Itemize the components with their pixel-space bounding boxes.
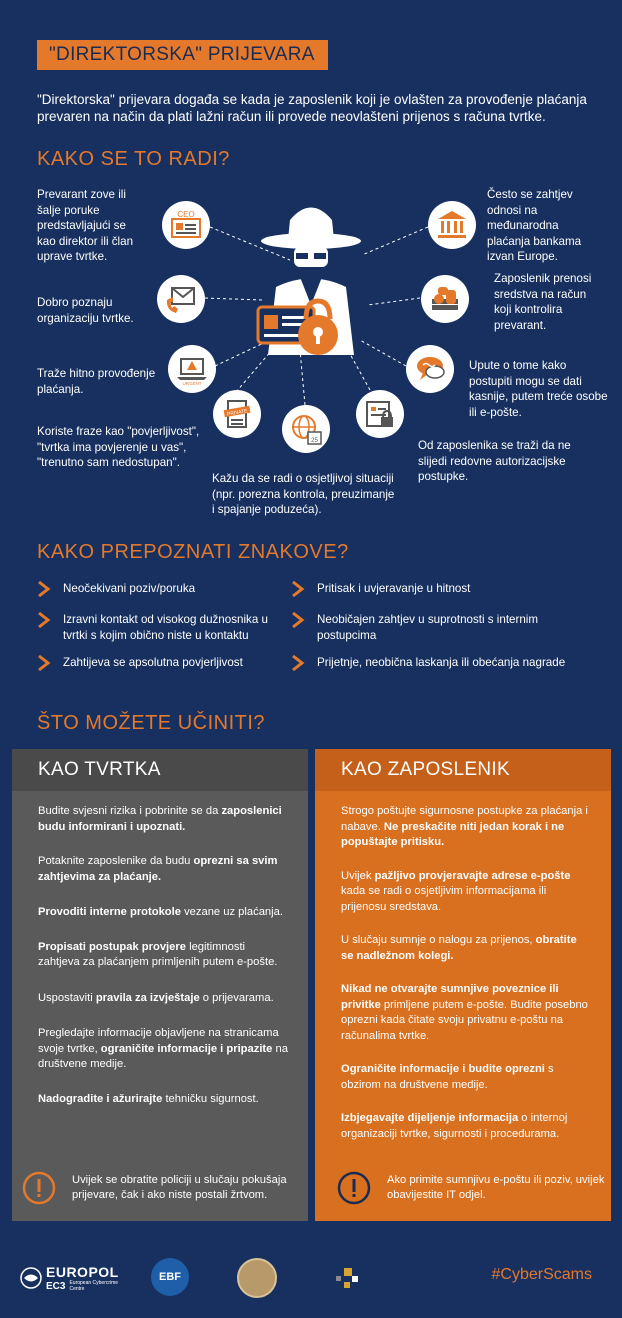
urgent-laptop-icon (168, 345, 216, 393)
advice-item (38, 854, 288, 885)
what-heading: ŠTO MOŽETE UČINITI? (37, 712, 266, 734)
chevron-right-icon (37, 655, 51, 671)
advice-text: Uspostaviti (38, 991, 96, 1004)
sign-right-2 (291, 612, 581, 643)
advice-text-bold: Nikad ne otvarajte sumnjive poveznice ili privitke (341, 983, 559, 1011)
employee-title: KAO ZAPOSLENIK (315, 749, 611, 791)
how-item-7: Upute o tome kako postupiti mogu se dati kasnije, putem treće osobe ili e-pošte. (469, 359, 608, 419)
money-stack-icon (421, 275, 469, 323)
europol-logo (20, 1264, 119, 1292)
hacker-spy-icon (250, 195, 372, 355)
advice-text-bold: Izbjegavajte dijeljenje informacija (341, 1112, 519, 1124)
partner-logo (310, 1256, 385, 1296)
how-item-2: Dobro poznaju organizaciju tvrtke. (37, 296, 134, 325)
advice-text: o internoj organizaciji tvrtke, sigurnosti i procedurama. (341, 1112, 568, 1140)
ceo-icon (162, 201, 210, 249)
advice-text: Pregledajte informacije objavljene na stranicama svoje tvrtke, (38, 1027, 279, 1055)
europol-text: EUROPOL (46, 1264, 119, 1280)
advice-item (38, 940, 288, 971)
phone-letter-icon (157, 275, 205, 323)
advice-text: o prijevarama. (199, 991, 274, 1004)
advice-text-bold: ograničite informacije i pripazite (100, 1042, 273, 1055)
advice-text: tehničku sigurnost. (162, 1092, 259, 1105)
signs-heading: KAKO PREPOZNATI ZNAKOVE? (37, 541, 349, 563)
europol-emblem-icon (20, 1267, 42, 1289)
alert-icon (337, 1171, 371, 1205)
advice-text: primljene putem e-pošte. Budite posebno oprezni kada čitate svoju privatnu e-poštu na računalima tvrtke. (341, 998, 588, 1042)
how-item-1: Prevarant zove ili šalje poruke predstavljajući se kao direktor ili član uprave tvrtke. (37, 188, 134, 263)
how-item-6: Od zaposlenika se traži da ne slijedi redovne autorizacijske postupke. (418, 439, 571, 483)
employee-list (315, 791, 611, 1142)
chevron-right-icon (291, 612, 305, 628)
ec3-text: EC3 (46, 1280, 66, 1292)
advice-text-bold: pravila za izvještaje (95, 991, 200, 1004)
sign-text: Zahtijeva se apsolutna povjerljivost (63, 656, 243, 669)
sign-left-2 (37, 612, 277, 643)
advice-item (341, 804, 591, 851)
advice-item (341, 869, 591, 916)
sign-text: Izravni kontakt od visokog dužnosnika u tvrtki s kojim obično niste u kontaktu (63, 613, 268, 642)
page-title: "DIREKTORSKA" PRIJEVARA (37, 40, 328, 70)
how-item-9: Često se zahtjev odnosi na međunarodna plaćanja bankama izvan Europe. (487, 188, 582, 263)
sign-right-1 (291, 581, 581, 597)
advice-text: na društvene medije. (38, 1042, 288, 1070)
advice-text-bold: Propisati postupak provjere (38, 940, 186, 953)
urgent-label: URGENT (182, 381, 202, 386)
advice-text: U slučaju sumnje o nalogu za prijenos, (341, 934, 536, 946)
advice-text: vezane uz plaćanja. (180, 906, 283, 918)
advice-item (341, 1062, 591, 1093)
private-label: PRIVATE (226, 408, 249, 418)
sign-text: Neočekivani poziv/poruka (63, 582, 196, 595)
advice-text-bold: oprezni sa svim zahtjevima za plaćanje. (38, 855, 278, 883)
private-document-icon (213, 390, 261, 438)
employee-column (315, 749, 611, 1221)
advice-item (341, 1111, 591, 1142)
advice-item (38, 991, 288, 1007)
company-alert (22, 1171, 292, 1205)
advice-item (38, 804, 288, 835)
ceo-label: CEO (177, 210, 195, 219)
how-item-4: Koriste fraze kao "povjerljivost", "tvrtka ima povjerenje u vas", "trenutno sam nedostupan". (37, 425, 200, 469)
sign-left-1 (37, 581, 277, 597)
chevron-right-icon (37, 612, 51, 628)
advice-text-bold: Nadogradite i ažurirajte (38, 1092, 163, 1105)
advice-text-bold: Ograničite informacije i budite oprezni (341, 1063, 545, 1075)
sign-text: Prijetnje, neobična laskanja ili obećanja nagrade (317, 656, 566, 669)
sign-text: Pritisak i uvjeravanje u hitnost (317, 582, 471, 595)
advice-text: kada se radi o osjetljivim informacijama ili prijenosu sredstava. (341, 885, 547, 913)
company-title: KAO TVRTKA (12, 749, 308, 791)
company-list (12, 791, 308, 1107)
alert-icon (22, 1171, 56, 1205)
advice-text-bold: obratite se nadležnom kolegi. (341, 934, 577, 962)
ebf-logo: EBF (151, 1258, 189, 1296)
chevron-right-icon (37, 581, 51, 597)
sign-left-3 (37, 655, 277, 671)
chevron-right-icon (291, 581, 305, 597)
how-item-3: Traže hitno provođenje plaćanja. (37, 367, 156, 396)
advice-item (341, 933, 591, 964)
chevron-right-icon (291, 655, 305, 671)
advice-item (38, 1092, 288, 1108)
advice-text: Budite svjesni rizika i pobrinite se da (38, 805, 222, 817)
employee-alert-text: Ako primite sumnjivu e-poštu ili poziv, uvijek obavijestite IT odjel. (387, 1174, 605, 1201)
advice-text: s obzirom na društvene medije. (341, 1063, 554, 1091)
advice-text-bold: pažljivo provjeravajte adrese e-pošte (374, 869, 571, 882)
advice-text: Uvijek (341, 869, 375, 882)
locked-document-icon (356, 390, 404, 438)
advice-item (341, 982, 591, 1044)
intro-text: "Direktorska" prijevara događa se kada je zaposlenik koji je ovlašten za provođenje plaćanja prevaren na način da plati lažni račun ili provede neovlašteni prijenos s računa tvrtke. (37, 92, 587, 124)
bank-icon (428, 201, 476, 249)
advice-text-bold: zaposlenici budu informirani i upoznati. (38, 805, 282, 833)
advice-item (38, 1026, 288, 1073)
how-heading: KAKO SE TO RADI? (37, 148, 230, 170)
ec3-subtitle: European Cybercrime Centre (69, 1280, 119, 1292)
employee-alert (337, 1171, 607, 1205)
globe-calendar-icon (282, 405, 330, 453)
company-alert-text: Uvijek se obratite policiji u slučaju pokušaja prijevare, čak i ako niste postali žrtvom. (72, 1174, 287, 1201)
advice-text-bold: Ne preskačite niti jedan korak i ne popuštajte pritisku. (341, 820, 565, 848)
partner-mosaic-icon (310, 1256, 385, 1296)
how-item-5: Kažu da se radi o osjetljivoj situaciji (npr. porezna kontrola, preuzimanje i spajanje poduzeća). (212, 472, 395, 516)
chat-bubbles-icon (406, 345, 454, 393)
sign-right-3 (291, 655, 581, 671)
sign-text: Neobičajen zahtjev u suprotnosti s internim postupcima (317, 613, 539, 642)
hashtag: #CyberScams (491, 1266, 592, 1283)
ministry-seal-logo (237, 1258, 277, 1298)
advice-text: Strogo poštujte sigurnosne postupke za plaćanja i nabave. (341, 805, 588, 833)
advice-text: Potaknite zaposlenike da budu (38, 855, 194, 867)
advice-text-bold: Provoditi interne protokole (38, 906, 181, 918)
advice-text: legitimnosti zahtjeva za plaćanjem primljenih putem e-pošte. (38, 940, 278, 968)
advice-item (38, 905, 288, 921)
how-item-8: Zaposlenik prenosi sredstva na račun koji kontrolira prevarant. (494, 272, 592, 332)
calendar-label: 25 (311, 438, 318, 444)
company-column (12, 749, 308, 1221)
